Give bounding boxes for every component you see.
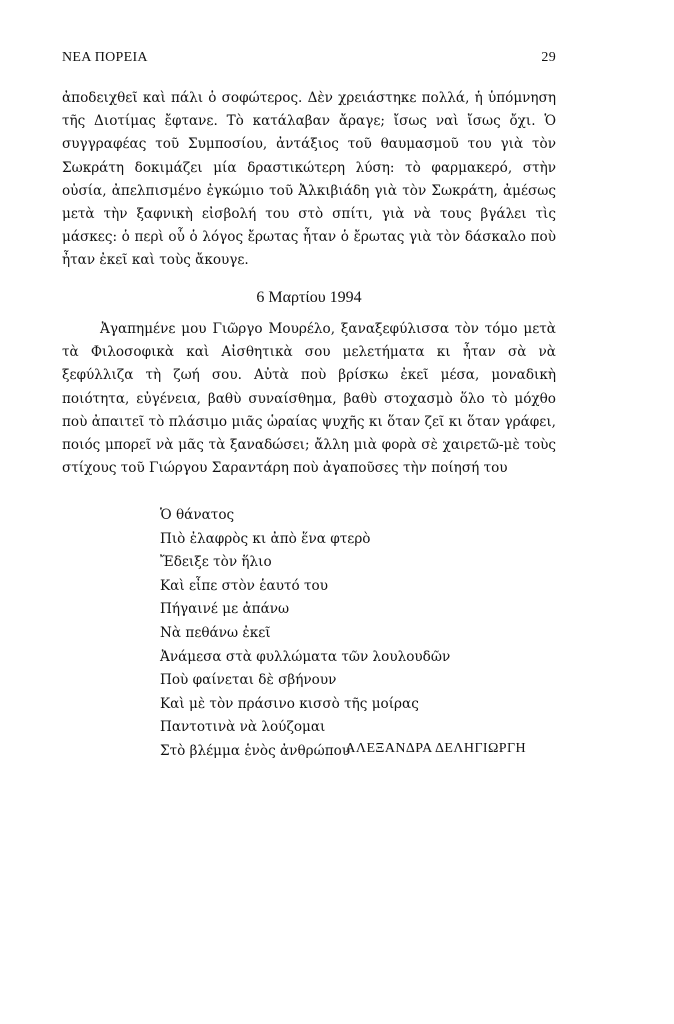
- poem-line: Πήγαινέ με ἀπάνω: [160, 601, 290, 618]
- poem-line: Παντοτινὰ νὰ λούζομαι: [160, 719, 326, 736]
- poem-line: Ὁ θάνατος: [160, 507, 235, 523]
- author-signature: ΑΛΕΞΑΝΔΡΑ ΔΕΛΗΓΙΩΡΓΗ: [345, 741, 526, 756]
- poem-line: Ἀνάμεσα στὰ φυλλώματα τῶν λουλουδῶν: [160, 648, 451, 665]
- poem: [160, 504, 450, 764]
- poem-line: Ἔδειξε τὸν ἥλιο: [160, 554, 272, 571]
- poem-line: Νὰ πεθάνω ἐκεῖ: [160, 624, 271, 641]
- paragraph-letter: Ἀγαπημένε μου Γιῶργο Μουρέλο, ξαναξεφύλισσα τὸν τόμο μετὰ τὰ Φιλοσοφικὰ καὶ Αἰσθητικὰ σου μελετήματα κι ἦταν σὰ νὰ ξεφύλλιζα τὴ ζωή σου. Αὐτὰ ποὺ βρίσκω ἐκεῖ μέσα, μοναδικὴ ποιότητα, εὐγένεια, βαθὺ συναίσθημα, βαθὺ στοχασμὸ ὅλο τὸ μόχθο ποὺ ἀπαιτεῖ τὸ πλάσιμο μιᾶς ὡραίας ψυχῆς κι ὅταν ζεῖ κι ὅταν γράφει, ποιός μπορεῖ νὰ μᾶς τὰ ξαναδώσει; ἄλλη μιὰ φορὰ σὲ χαιρετῶ-μὲ τοὺς στίχους τοῦ Γιώργου Σαραντάρη ποὺ ἀγαποῦσες τὴν ποίησή του: [62, 321, 556, 477]
- poem-line: Καὶ εἶπε στὸν ἑαυτό του: [160, 577, 328, 594]
- poem-line: Πιὸ ἐλαφρὸς κι ἀπὸ ἕνα φτερὸ: [160, 530, 371, 547]
- running-head: [62, 50, 556, 70]
- poem-line: Καὶ μὲ τὸν πράσινο κισσὸ τῆς μοίρας: [160, 695, 419, 712]
- poem-line: Στὸ βλέμμα ἑνὸς ἀνθρώπου: [160, 742, 351, 759]
- page-number: 29: [541, 50, 556, 65]
- journal-title: ΝΕΑ ΠΟΡΕΙΑ: [62, 50, 148, 65]
- poem-line: Ποὺ φαίνεται δὲ σβήνουν: [160, 672, 337, 689]
- date-heading: 6 Μαρτίου 1994: [256, 289, 362, 306]
- paragraph-continuation: ἀποδειχθεῖ καὶ πάλι ὁ σοφώτερος. Δὲν χρειάστηκε πολλά, ἡ ὑπόμνηση τῆς Διοτίμας ἔφτανε. Τὸ κατάλαβαν ἄραγε; ἴσως ναὶ ἴσως ὄχι. Ὁ συγγραφέας τοῦ Συμποσίου, ἀντάξιος τοῦ θαυμασμοῦ του γιὰ τὸν Σωκράτη δοκιμάζει μία δραστικώτερη λύση: τὸ φαρμακερό, στὴν οὐσία, ἀπελπισμένο ἐγκώμιο τοῦ Ἀλκιβιάδη γιὰ τὸν Σωκράτη, ἀμέσως μετὰ τὴν ξαφνικὴ εἰσβολή του στὸ σπίτι, γιὰ νὰ τους βγάλει τὶς μάσκες: ὁ περὶ οὗ ὁ λόγος ἔρωτας ἦταν ὁ ἔρωτας γιὰ τὸν δάσκαλο ποὺ ἦταν ἐκεῖ καὶ τοὺς ἄκουγε.: [62, 90, 556, 269]
